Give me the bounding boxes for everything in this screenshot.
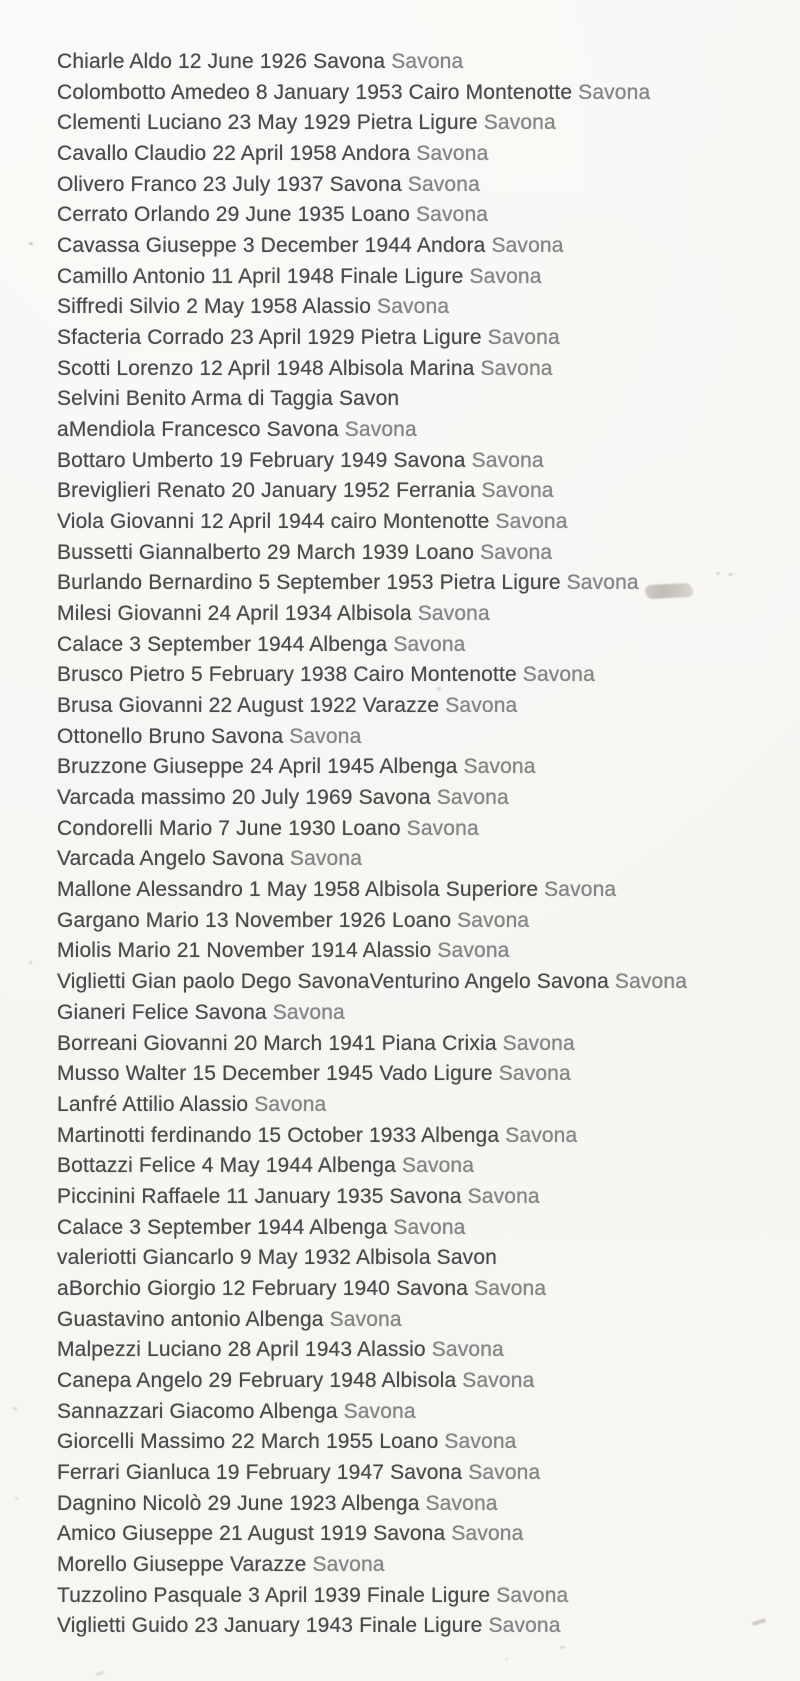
name-entry-line (57, 722, 792, 753)
entry-text: Cerrato Orlando 29 June 1935 Loano (57, 203, 411, 227)
entry-text-faint: Savona (323, 1307, 402, 1331)
name-entry-line: Selvini Benito Arma di Taggia Savon (57, 387, 400, 411)
entry-text-faint: Savona (516, 663, 595, 687)
name-entry-line (57, 200, 792, 231)
name-entry-line (57, 844, 792, 875)
entry-text-faint: Savona (451, 908, 530, 932)
entry-text-faint: Savona (419, 1491, 498, 1515)
entry-text-faint: Savona (411, 602, 490, 626)
name-entry-line (57, 875, 792, 906)
entry-text-faint: Savona (477, 111, 556, 135)
entry-text-faint: Savona (489, 510, 568, 534)
name-entry-line (57, 47, 792, 78)
name-entry-line (57, 1458, 792, 1489)
entry-text: Miolis Mario 21 November 1914 Alassio (57, 939, 432, 963)
entry-text: Cavassa Giuseppe 3 December 1944 Andora (57, 234, 486, 258)
entry-text-faint: Savona (283, 847, 363, 871)
entry-text-faint: Savona (485, 234, 564, 258)
entry-text: Viglietti Gian paolo Dego SavonaVenturino Angelo Savona (57, 970, 609, 994)
entry-text-faint: Savona (439, 694, 518, 718)
name-entry-line (57, 415, 792, 446)
name-entry-line (57, 1397, 792, 1428)
entry-text: Lanfré Attilio Alassio (57, 1092, 249, 1116)
entry-text-faint: Savona (385, 50, 464, 73)
entry-text: Gargano Mario 13 November 1926 Loano (57, 908, 452, 932)
entry-text-faint: Savona (496, 1031, 575, 1055)
entry-text: Viola Giovanni 12 April 1944 cairo Montenotte (57, 510, 490, 534)
name-entry-line (57, 1090, 792, 1121)
name-entry-line (57, 354, 792, 385)
entry-text: Sfacteria Corrado 23 April 1929 Pietra Ligure (57, 326, 482, 350)
entry-text: Dagnino Nicolò 29 June 1923 Albenga (57, 1491, 420, 1515)
name-entry-line (57, 599, 792, 630)
name-entry-line (57, 1151, 792, 1182)
name-entry-line (57, 1489, 792, 1520)
entry-text: Olivero Franco 23 July 1937 Savona (57, 172, 402, 196)
name-entry-line (57, 1581, 792, 1612)
entry-text-faint: Savona (465, 448, 544, 472)
name-entry-line (57, 691, 792, 722)
entry-text: Condorelli Mario 7 June 1930 Loano (57, 816, 401, 840)
name-entry-line (57, 1274, 792, 1305)
entry-text: Breviglieri Renato 20 January 1952 Ferrania (57, 479, 476, 503)
entry-text: Clementi Luciano 23 May 1929 Pietra Ligure (57, 111, 478, 135)
entry-text: Ottonello Bruno Savona (57, 724, 284, 748)
scan-speck (29, 961, 32, 964)
scan-speck (29, 242, 33, 245)
name-entry-line (57, 660, 792, 691)
name-entry-line (57, 78, 792, 109)
entry-text-faint: Savona (410, 142, 489, 166)
entry-text-faint: Savona (475, 479, 554, 503)
entry-text: Martinotti ferdinando 15 October 1933 Albenga (57, 1123, 500, 1147)
entry-text: Tuzzolino Pasquale 3 April 1939 Finale Ligure (57, 1583, 491, 1607)
entry-text: Brusa Giovanni 22 August 1922 Varazze (57, 694, 440, 718)
entry-text: Scotti Lorenzo 12 April 1948 Albisola Marina (57, 356, 475, 380)
entry-text-faint: Savona (438, 1430, 517, 1454)
name-entry-line (57, 446, 792, 477)
scan-speck (96, 1671, 105, 1676)
name-entry-line (57, 783, 792, 814)
entry-text: Calace 3 September 1944 Albenga (57, 632, 388, 656)
entry-text: Amico Giuseppe 21 August 1919 Savona (57, 1522, 446, 1546)
entry-text: Guastavino antonio Albenga (57, 1307, 324, 1331)
entry-text-faint: Savona (445, 1522, 524, 1546)
name-entry-line (57, 1305, 792, 1336)
entry-text-faint: Savona (387, 632, 466, 656)
entry-text-faint: Savona (468, 1276, 547, 1300)
entry-text: Varcada massimo 20 July 1969 Savona (57, 786, 431, 810)
entry-text-faint: Savona (306, 1552, 385, 1576)
entry-text-faint: Savona (481, 326, 560, 350)
entry-text-faint: Savona (430, 786, 509, 810)
entry-text-faint: Savona (608, 970, 688, 994)
name-entry-line (57, 139, 792, 170)
name-entry-line (57, 170, 792, 201)
entry-text: Mallone Alessandro 1 May 1958 Albisola Superiore (57, 878, 539, 902)
entry-text-faint: Savona (482, 1614, 561, 1638)
name-entry-line (57, 1366, 792, 1397)
name-entry-line (57, 568, 792, 599)
name-entry-line (57, 323, 792, 354)
entry-text: Sannazzari Giacomo Albenga (57, 1399, 338, 1423)
entry-text: Bruzzone Giuseppe 24 April 1945 Albenga (57, 755, 458, 779)
entry-text-faint: Savona (401, 172, 480, 196)
entry-text: Bottaro Umberto 19 February 1949 Savona (57, 448, 466, 472)
entry-text-faint: Savona (474, 356, 553, 380)
name-entry-line (57, 936, 792, 967)
entry-text-faint: Savona (400, 816, 479, 840)
entry-text: Calace 3 September 1944 Albenga (57, 1215, 388, 1239)
name-entry-line (57, 1335, 792, 1366)
entry-text: Gianeri Felice Savona (57, 1000, 267, 1024)
entry-text-faint: Savona (371, 295, 450, 319)
entry-text: aMendiola Francesco Savona (57, 418, 339, 442)
name-entry-line (57, 292, 792, 323)
entry-text-faint: Savona (248, 1092, 327, 1116)
entry-text: Giorcelli Massimo 22 March 1955 Loano (57, 1430, 439, 1454)
scan-speck (13, 1407, 17, 1410)
entry-text: Bussetti Giannalberto 29 March 1939 Loano (57, 540, 475, 564)
entry-text-faint: Savona (410, 203, 489, 227)
entry-text-faint: Savona (387, 1215, 466, 1239)
name-entry-line (57, 1611, 792, 1642)
entry-text: Piccinini Raffaele 11 January 1935 Savona (57, 1184, 462, 1208)
entry-text: Borreani Giovanni 20 March 1941 Piana Crixia (57, 1031, 497, 1055)
name-entry-line (57, 1059, 792, 1090)
entry-text-faint: Savona (337, 1399, 416, 1423)
entry-text: Cavallo Claudio 22 April 1958 Andora (57, 142, 411, 166)
name-entry-line (57, 906, 792, 937)
name-entry-line (57, 1519, 792, 1550)
scan-speck (560, 1646, 565, 1649)
name-list (57, 47, 792, 1642)
name-entry-line (57, 1213, 792, 1244)
name-entry-line (57, 752, 792, 783)
entry-text-faint: Savona (463, 264, 542, 288)
entry-text: Burlando Bernardino 5 September 1953 Pietra Ligure (57, 571, 561, 595)
entry-text-faint: Savona (266, 1000, 345, 1024)
entry-text-faint: Savona (499, 1123, 578, 1147)
entry-text-faint: Savona (492, 1062, 571, 1086)
entry-text-faint: Savona (283, 724, 362, 748)
entry-text: Morello Giuseppe Varazze (57, 1552, 307, 1576)
name-entry-line (57, 967, 792, 998)
entry-text: Siffredi Silvio 2 May 1958 Alassio (57, 295, 372, 319)
name-entry-line: valeriotti Giancarlo 9 May 1932 Albisola Savon (57, 1246, 497, 1270)
entry-text: Bottazzi Felice 4 May 1944 Albenga (57, 1154, 396, 1178)
entry-text: Milesi Giovanni 24 April 1934 Albisola (57, 602, 412, 626)
name-entry-line (57, 1029, 792, 1060)
entry-text: Camillo Antonio 11 April 1948 Finale Ligure (57, 264, 464, 288)
name-entry-line (57, 507, 792, 538)
name-entry-line (57, 1550, 792, 1581)
name-entry-line (57, 1427, 792, 1458)
scan-speck (15, 1497, 18, 1500)
name-entry-line (57, 998, 792, 1029)
entry-text-faint: Savona (395, 1154, 475, 1178)
entry-text-faint: Savona (474, 540, 553, 564)
entry-text-faint: Savona (425, 1338, 504, 1362)
name-entry-line (57, 1182, 792, 1213)
name-entry-line (57, 231, 792, 262)
entry-text: Brusco Pietro 5 February 1938 Cairo Montenotte (57, 663, 517, 687)
entry-text: Canepa Angelo 29 February 1948 Albisola (57, 1368, 457, 1392)
entry-text-faint: Savona (462, 1460, 541, 1484)
entry-text: Malpezzi Luciano 28 April 1943 Alassio (57, 1338, 426, 1362)
name-entry-line (57, 476, 792, 507)
name-entry-line (57, 1121, 792, 1152)
entry-text: Colombotto Amedeo 8 January 1953 Cairo Montenotte (57, 80, 573, 104)
entry-text: Viglietti Guido 23 January 1943 Finale Ligure (57, 1614, 483, 1638)
entry-text-faint: Savona (490, 1583, 569, 1607)
entry-text-faint: Savona (572, 80, 651, 104)
entry-text: Ferrari Gianluca 19 February 1947 Savona (57, 1460, 463, 1484)
entry-text: Chiarle Aldo 12 June 1926 Savona (57, 50, 386, 73)
name-entry-line (57, 630, 792, 661)
entry-text: Musso Walter 15 December 1945 Vado Ligure (57, 1062, 493, 1086)
entry-text: Varcada Angelo Savona (57, 847, 284, 871)
entry-text-faint: Savona (338, 418, 417, 442)
entry-text: aBorchio Giorgio 12 February 1940 Savona (57, 1276, 469, 1300)
entry-text-faint: Savona (560, 571, 639, 595)
entry-text-faint: Savona (431, 939, 510, 963)
entry-text-faint: Savona (461, 1184, 540, 1208)
entry-text-faint: Savona (538, 878, 617, 902)
scan-speck (505, 1658, 508, 1660)
name-entry-line (57, 814, 792, 845)
name-entry-line (57, 538, 792, 569)
entry-text-faint: Savona (456, 1368, 535, 1392)
name-entry-line (57, 262, 792, 293)
entry-text-faint: Savona (457, 755, 536, 779)
name-entry-line (57, 108, 792, 139)
